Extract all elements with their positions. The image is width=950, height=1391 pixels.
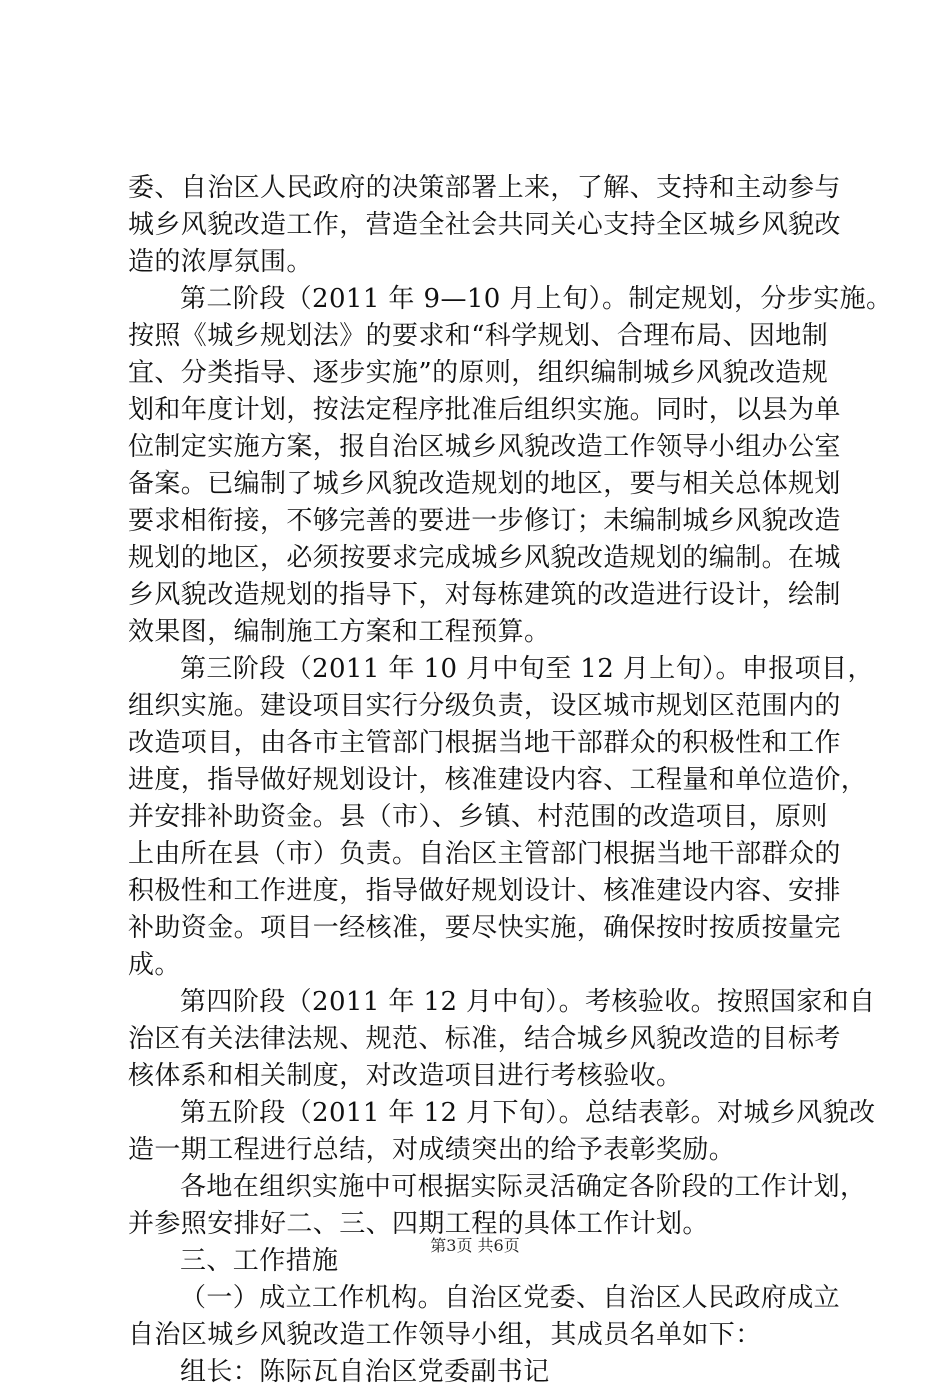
text-line: 治区有关法律法规、规范、标准，结合城乡风貌改造的目标考 xyxy=(128,1024,841,1054)
text-line: 自治区城乡风貌改造工作领导小组，其成员名单如下： xyxy=(128,1320,762,1350)
text-line: 三、工作措施 xyxy=(180,1246,339,1276)
text-line: 进度，指导做好规划设计，核准建设内容、工程量和单位造价， xyxy=(128,765,868,795)
text-line: 位制定实施方案，报自治区城乡风貌改造工作领导小组办公室 xyxy=(128,432,841,462)
text-line: 划和年度计划，按法定程序批准后组织实施。同时，以县为单 xyxy=(128,395,841,425)
text-line: 成。 xyxy=(128,950,181,980)
text-line: 第二阶段（2011 年 9—10 月上旬）。制定规划，分步实施。 xyxy=(180,284,893,314)
text-line: 补助资金。项目一经核准，要尽快实施，确保按时按质按量完 xyxy=(128,913,841,943)
text-line: 积极性和工作进度，指导做好规划设计、核准建设内容、安排 xyxy=(128,876,841,906)
text-line: （一）成立工作机构。自治区党委、自治区人民政府成立 xyxy=(180,1283,841,1313)
text-line: 乡风貌改造规划的指导下，对每栋建筑的改造进行设计，绘制 xyxy=(128,580,841,610)
text-line: 第四阶段（2011 年 12 月中旬）。考核验收。按照国家和自 xyxy=(180,987,876,1017)
text-line: 城乡风貌改造工作，营造全社会共同关心支持全区城乡风貌改 xyxy=(128,210,841,240)
text-line: 第三阶段（2011 年 10 月中旬至 12 月上旬）。申报项目， xyxy=(180,654,874,684)
text-line: 宜、分类指导、逐步实施”的原则，组织编制城乡风貌改造规 xyxy=(128,358,829,388)
text-line: 规划的地区，必须按要求完成城乡风貌改造规划的编制。在城 xyxy=(128,543,841,573)
text-line: 造一期工程进行总结，对成绩突出的给予表彰奖励。 xyxy=(128,1135,736,1165)
text-line: 备案。已编制了城乡风貌改造规划的地区，要与相关总体规划 xyxy=(128,469,841,499)
text-line: 造的浓厚氛围。 xyxy=(128,247,313,277)
document-body xyxy=(128,170,893,1391)
text-line: 效果图，编制施工方案和工程预算。 xyxy=(128,617,551,647)
text-line: 委、自治区人民政府的决策部署上来，了解、支持和主动参与 xyxy=(128,173,841,203)
text-line: 组织实施。建设项目实行分级负责，设区城市规划区范围内的 xyxy=(128,691,841,721)
text-line: 并参照安排好二、三、四期工程的具体工作计划。 xyxy=(128,1209,709,1239)
text-line: 要求相衔接，不够完善的要进一步修订；未编制城乡风貌改造 xyxy=(128,506,841,536)
text-line: 并安排补助资金。县（市）、乡镇、村范围的改造项目，原则 xyxy=(128,802,828,832)
text-line: 组长：陈际瓦自治区党委副书记 xyxy=(180,1357,550,1387)
text-line: 改造项目，由各市主管部门根据当地干部群众的积极性和工作 xyxy=(128,728,841,758)
page-footer: 第3页 共6页 xyxy=(430,1236,520,1255)
text-line: 上由所在县（市）负责。自治区主管部门根据当地干部群众的 xyxy=(128,839,841,869)
text-line: 各地在组织实施中可根据实际灵活确定各阶段的工作计划， xyxy=(180,1172,867,1202)
text-line: 核体系和相关制度，对改造项目进行考核验收。 xyxy=(128,1061,683,1091)
text-line: 第五阶段（2011 年 12 月下旬）。总结表彰。对城乡风貌改 xyxy=(180,1098,876,1128)
text-line: 按照《城乡规划法》的要求和“科学规划、合理布局、因地制 xyxy=(128,321,829,351)
